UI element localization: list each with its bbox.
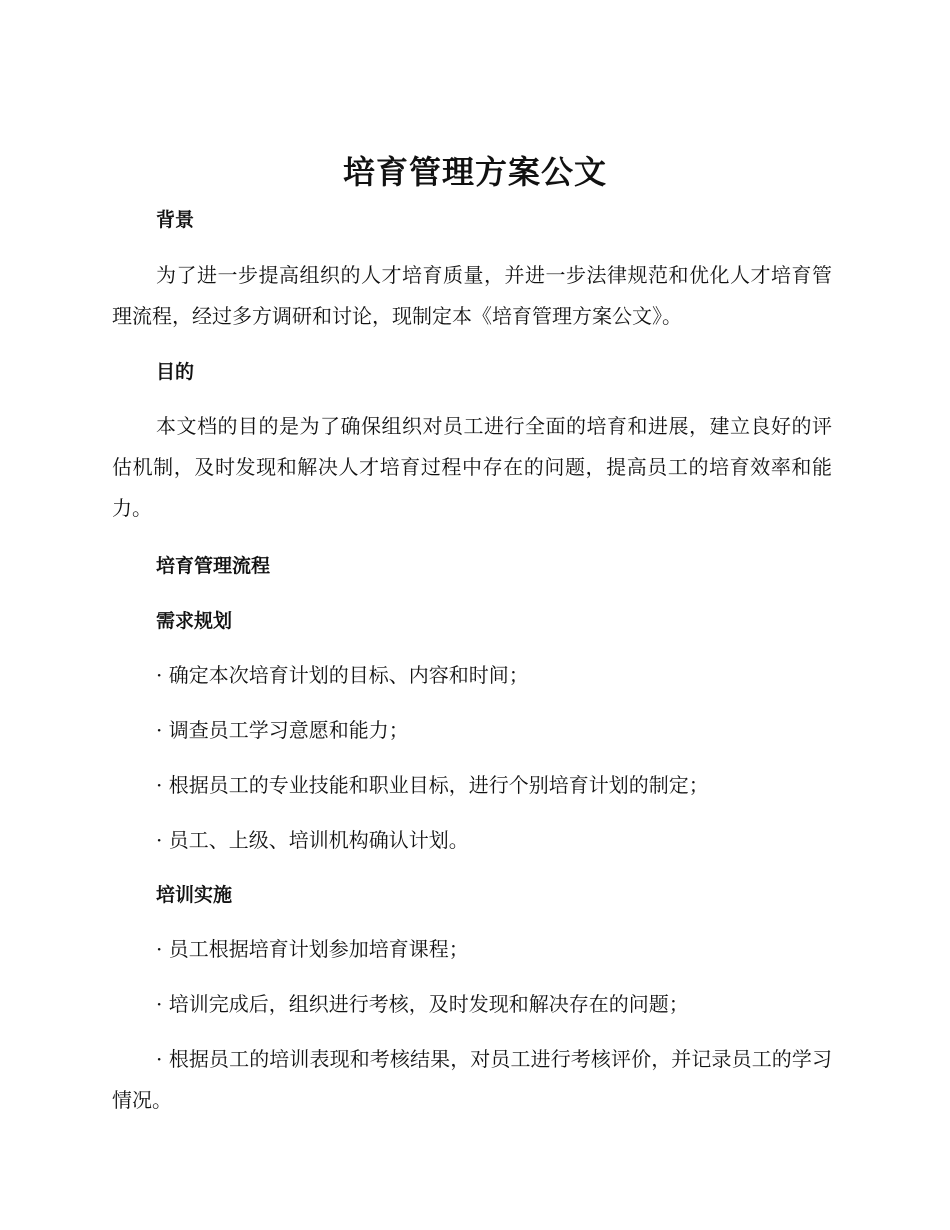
- heading-background: 背景: [156, 209, 195, 231]
- list-item-implementation-1: · 员工根据培育计划参加培育课程；: [156, 937, 469, 961]
- paragraph-background: 为了进一步提高组织的人才培育质量，并进一步法律规范和优化人才培育管理流程，经过多方调研和讨论，现制定本《培育管理方案公文》。: [112, 263, 832, 328]
- paragraph-purpose: 本文档的目的是为了确保组织对员工进行全面的培育和进展，建立良好的评估机制，及时发现和解决人才培育过程中存在的问题，提高员工的培育效率和能力。: [112, 414, 832, 520]
- list-item-planning-3: · 根据员工的专业技能和职业目标，进行个别培育计划的制定；: [156, 773, 709, 797]
- heading-implementation: 培训实施: [156, 884, 233, 906]
- list-item-planning-4: · 员工、上级、培训机构确认计划。: [156, 828, 469, 852]
- list-item-implementation-2: · 培训完成后，组织进行考核，及时发现和解决存在的问题；: [156, 992, 689, 1016]
- list-item-planning-2: · 调查员工学习意愿和能力；: [156, 718, 409, 742]
- list-item-implementation-3: · 根据员工的培训表现和考核结果，对员工进行考核评价，并记录员工的学习情况。: [112, 1047, 832, 1112]
- heading-purpose: 目的: [156, 361, 195, 383]
- document-title: 培育管理方案公文: [342, 153, 607, 191]
- heading-process: 培育管理流程: [156, 555, 271, 577]
- list-item-planning-1: · 确定本次培育计划的目标、内容和时间；: [156, 663, 529, 687]
- heading-planning: 需求规划: [156, 610, 233, 632]
